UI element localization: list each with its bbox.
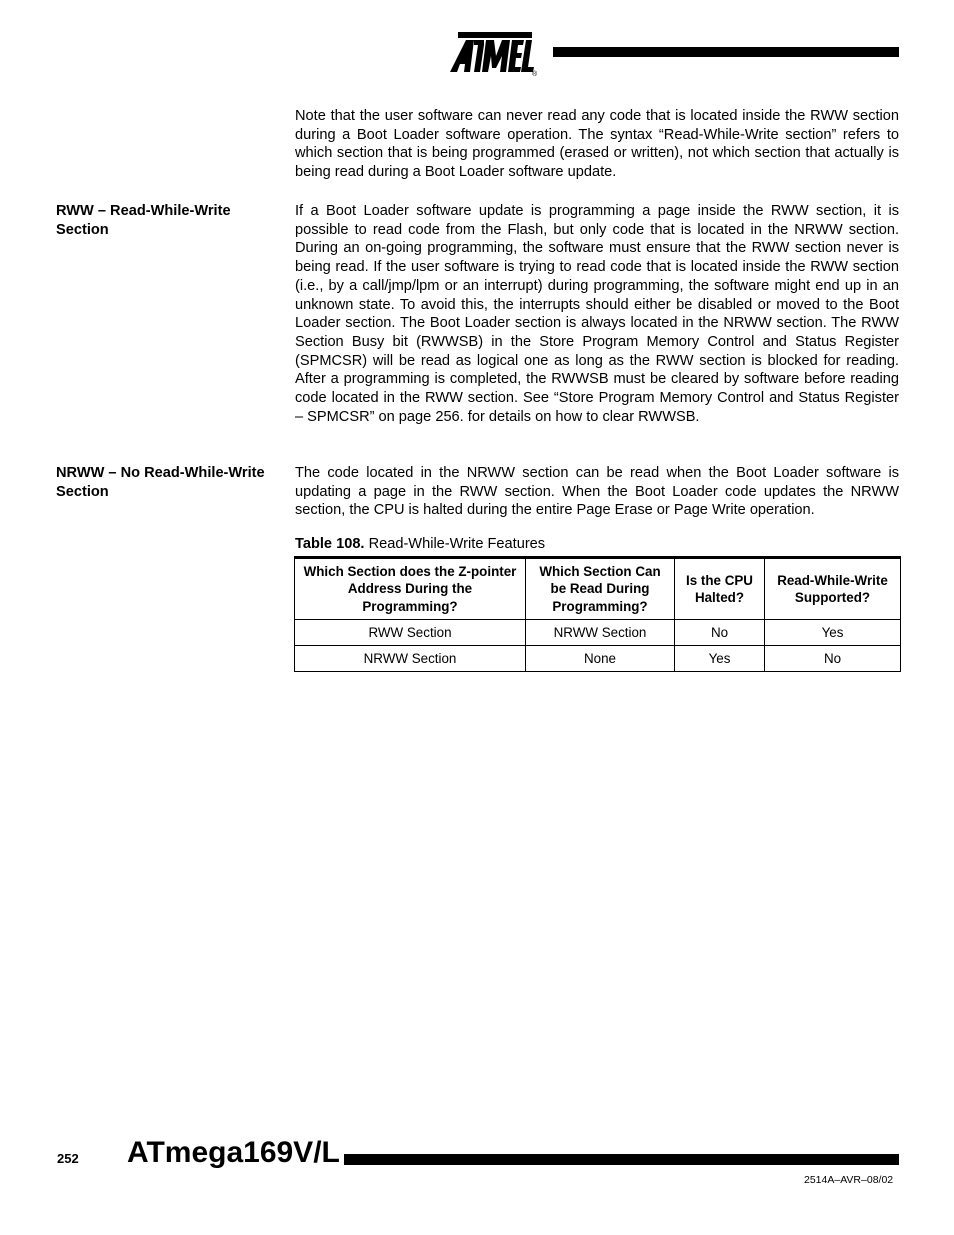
header-z-pointer-section: Which Section does the Z-pointer Address During the Programming? <box>295 558 526 620</box>
rww-paragraph: If a Boot Loader software update is programming a page inside the RWW section, it is possible to read code from the Flash, but only code that is located in the NRWW section. During an on-going programming, the software must ensure that the RWW section never is being read. If the user software is trying to read code that is located inside the RWW section (i.e., by a call/jmp/lpm or an interrupt) during programming, the software might end up in an unknown state. To avoid this, the interrupts should either be disabled or moved to the Boot Loader section. The Boot Loader section is always located in the NRWW section. The RWW Section Busy bit (RWWSB) in the Store Program Memory Control and Status Register (SPMCSR) will be read as logical one as long as the RWW section is blocked for reading. After a programming is completed, the RWWSB must be cleared by software before reading code located in the RWW section. See “Store Program Memory Control and Status Register – SPMCSR” on page 256. for details on how to clear RWWSB. <box>295 203 899 425</box>
table-cell: None <box>526 646 675 672</box>
intro-paragraph: Note that the user software can never read any code that is located inside the RWW section during a Boot Loader software operation. The syntax “Read-While-Write section” refers to which section that is being programmed (erased or written), not which section that actually is being read during a Boot Loader software update. <box>295 108 899 181</box>
read-while-write-table <box>294 556 901 672</box>
table-cell: Yes <box>675 646 765 672</box>
table-cell: No <box>765 646 901 672</box>
table-caption-title: Read-While-Write Features <box>368 536 546 552</box>
table-cell: NRWW Section <box>295 646 526 672</box>
header-cpu-halted: Is the CPU Halted? <box>675 558 765 620</box>
table-caption <box>295 535 545 553</box>
footer-rule <box>344 1154 899 1165</box>
atmel-logo <box>440 28 540 78</box>
table-cell: NRWW Section <box>526 620 675 646</box>
header-rww-supported: Read-While-Write Supported? <box>765 558 901 620</box>
svg-text:®: ® <box>532 71 538 78</box>
nrww-paragraph: The code located in the NRWW section can be read when the Boot Loader software is updating a page in the RWW section. When the Boot Loader code updates the NRWW section, the CPU is halted during the entire Page Erase or Page Write operation. <box>295 465 899 519</box>
nrww-side-heading: NRWW – No Read-While-Write Section <box>56 465 265 500</box>
table-row <box>295 646 901 672</box>
table-cell: Yes <box>765 620 901 646</box>
table-cell: No <box>675 620 765 646</box>
rww-side-heading: RWW – Read-While-Write Section <box>56 203 231 238</box>
header-rule <box>553 47 899 57</box>
document-code: 2514A–AVR–08/02 <box>804 1174 894 1186</box>
page-number: 252 <box>57 1151 79 1166</box>
table-header-row <box>295 558 901 620</box>
table-caption-label: Table 108. <box>295 536 365 552</box>
footer-title: ATmega169V/L <box>127 1136 340 1169</box>
header-readable-section: Which Section Can be Read During Programming? <box>526 558 675 620</box>
table-cell: RWW Section <box>295 620 526 646</box>
table-row <box>295 620 901 646</box>
